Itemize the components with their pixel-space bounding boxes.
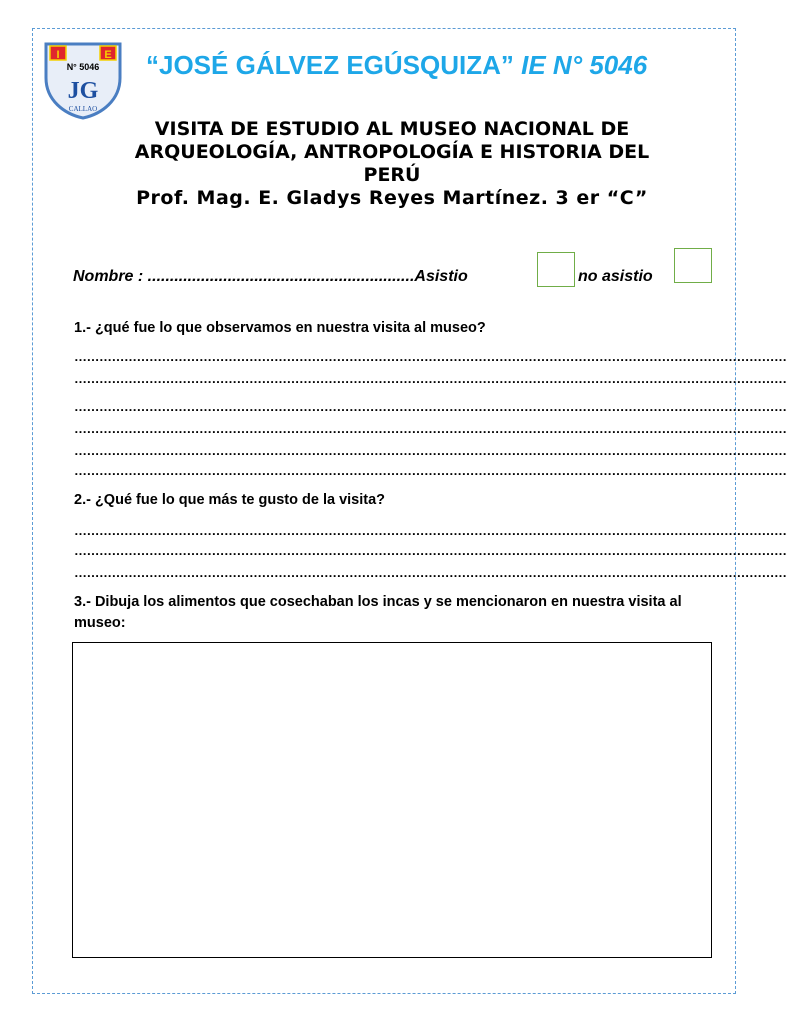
logo-letter-right: E	[104, 49, 112, 61]
answer-line[interactable]: ………………………………………………………………………………………………………………………………………………………	[74, 463, 787, 478]
school-name-heading	[146, 50, 647, 81]
answer-line[interactable]: ………………………………………………………………………………………………………………………………………………………	[74, 443, 787, 458]
logo-monogram: JG	[67, 78, 99, 104]
answer-line[interactable]: ………………………………………………………………………………………………………………………………………………………	[74, 349, 787, 364]
school-name: “JOSÉ GÁLVEZ EGÚSQUIZA”	[146, 50, 514, 80]
name-field-label	[73, 268, 468, 286]
answer-line[interactable]: ………………………………………………………………………………………………………………………………………………………	[74, 399, 787, 414]
logo-city: CALLAO	[68, 105, 98, 113]
title-line-3: PERÚ	[363, 164, 421, 186]
nombre-asistio-text: Nombre : ............................................................Asistio	[73, 268, 468, 285]
logo-letter-left: I	[56, 49, 60, 61]
question-2: 2.- ¿Qué fue lo que más te gusto de la visita?	[74, 492, 386, 508]
school-logo	[40, 38, 126, 120]
answer-line[interactable]: ………………………………………………………………………………………………………………………………………………………	[74, 523, 787, 538]
answer-line[interactable]: ………………………………………………………………………………………………………………………………………………………	[74, 543, 787, 558]
question-3: 3.- Dibuja los alimentos que cosechaban los incas y se mencionaron en nuestra visita al museo:	[74, 594, 682, 631]
answer-line[interactable]: ………………………………………………………………………………………………………………………………………………………	[74, 565, 787, 580]
question-1: 1.- ¿qué fue lo que observamos en nuestra visita al museo?	[74, 320, 486, 336]
school-code: IE N° 5046	[521, 50, 648, 80]
no-asistio-checkbox[interactable]	[674, 248, 712, 283]
no-asistio-label: no asistio	[578, 268, 653, 285]
logo-number: N° 5046	[66, 62, 100, 72]
asistio-checkbox[interactable]	[537, 252, 575, 287]
title-line-2: ARQUEOLOGÍA, ANTROPOLOGÍA E HISTORIA DEL	[134, 141, 650, 163]
professor-line: Prof. Mag. E. Gladys Reyes Martínez. 3 er “C”	[136, 187, 648, 209]
answer-line[interactable]: ………………………………………………………………………………………………………………………………………………………	[74, 421, 787, 436]
answer-line[interactable]: ………………………………………………………………………………………………………………………………………………………	[74, 371, 787, 386]
title-line-1: VISITA DE ESTUDIO AL MUSEO NACIONAL DE	[154, 118, 630, 140]
document-title	[80, 118, 704, 210]
drawing-area[interactable]	[72, 642, 712, 958]
